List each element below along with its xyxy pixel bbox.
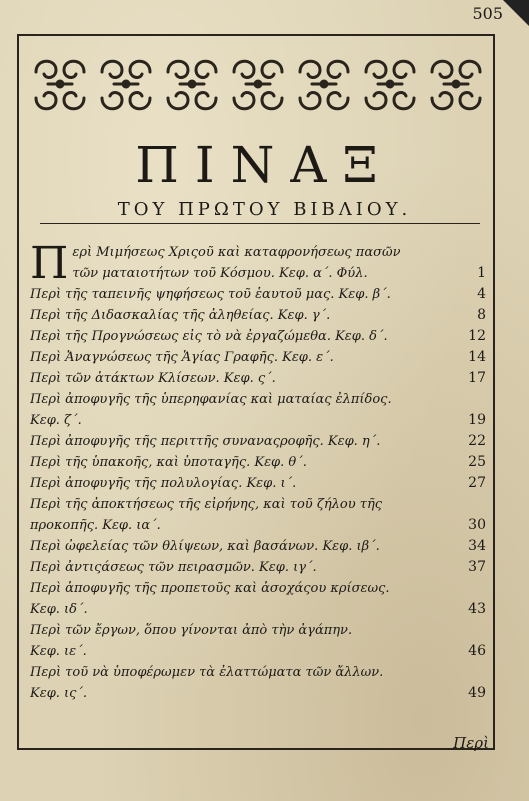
toc-entry-text: Κεφ. ις΄. — [30, 686, 88, 701]
toc-entry-text: Περὶ τῆς ὑπακοῆς, καὶ ὑποταγῆς. Κεφ. θ΄. — [30, 455, 307, 470]
toc-entry-text: Περὶ τῆς ταπεινῆς ψηφήσεως τοῦ ἑαυτοῦ μας. Κεφ. β΄. — [30, 287, 391, 302]
page-subtitle: ΤΟΥ ΠΡΩΤΟΥ ΒΙΒΛΙΟΥ. — [117, 199, 412, 220]
toc-entry-text: προκοπῆς. Κεφ. ια΄. — [30, 518, 161, 533]
toc-entry-page: 27 — [468, 475, 486, 491]
toc-entry — [30, 347, 490, 368]
toc-entry — [30, 536, 490, 557]
toc-entry-text: Περὶ ἀποφυγῆς τῆς περιττῆς συναναςροφῆς. Κεφ. η΄. — [30, 434, 381, 449]
toc-entry-text: Κεφ. ιε΄. — [30, 644, 87, 659]
toc-entry-text: Περὶ τῆς Διδασκαλίας τῆς ἀληθείας. Κεφ. γ΄. — [30, 308, 331, 323]
toc-entry-text: Περὶ τῆς Προγνώσεως εἰς τὸ νὰ ἐργαζώμεθα. Κεφ. δ΄. — [30, 329, 388, 344]
divider — [40, 223, 480, 224]
toc-entry-page: 37 — [468, 559, 486, 575]
toc-entry-page: 22 — [468, 433, 486, 449]
toc-entry-page: 17 — [468, 370, 486, 386]
toc-entry-text: ερὶ Μιμήσεως Χριςοῦ καὶ καταφρονήσεως πασῶν — [72, 245, 401, 260]
catchword: Περὶ — [453, 734, 489, 752]
page-number: 505 — [472, 4, 503, 23]
toc-entry-text: Περὶ ἀντιςάσεως τῶν πειρασμῶν. Κεφ. ιγ΄. — [30, 560, 317, 575]
toc-entry-text: Περὶ Ἀναγνώσεως τῆς Ἁγίας Γραφῆς. Κεφ. ε΄. — [30, 350, 334, 365]
folded-corner — [503, 0, 529, 26]
toc-entry-text: Κεφ. ζ΄. — [30, 413, 82, 428]
toc-entry-text: Περὶ ὠφελείας τῶν θλίψεων, καὶ βασάνων. Κεφ. ιβ΄. — [30, 539, 380, 554]
page-title: ΠΙΝΑΞ — [135, 136, 394, 194]
toc-entry-page: 34 — [468, 538, 486, 554]
toc-entry — [30, 305, 490, 326]
toc-entry-text: Περὶ ἀποφυγῆς τῆς προπετοῦς καὶ ἀσοχάςου κρίσεως. — [30, 581, 390, 596]
toc-entry-page: 25 — [468, 454, 486, 470]
toc-entry-text: Περὶ ἀποφυγῆς τῆς πολυλογίας. Κεφ. ι΄. — [30, 476, 297, 491]
table-of-contents — [30, 238, 490, 704]
toc-entry-text: Περὶ τοῦ νὰ ὑποφέρωμεν τὰ ἐλαττώματα τῶν ἄλλων. — [30, 665, 384, 680]
toc-entry-text: Περὶ τῆς ἀποκτήσεως τῆς εἰρήνης, καὶ τοῦ ζήλου τῆς — [30, 497, 383, 512]
toc-entry — [30, 238, 490, 289]
toc-entry — [30, 578, 490, 620]
toc-entry-page: 1 — [477, 265, 486, 281]
toc-entry-text: Περὶ τῶν ἀτάκτων Κλίσεων. Κεφ. ς΄. — [30, 371, 276, 386]
toc-entry-page: 46 — [468, 643, 486, 659]
toc-entry-page: 14 — [468, 349, 486, 365]
toc-entry — [30, 368, 490, 389]
toc-entry-text: Περὶ ἀποφυγῆς τῆς ὑπερηφανίας καὶ ματαίας ἐλπίδος. — [30, 392, 392, 407]
toc-entry — [30, 431, 490, 452]
toc-entry — [30, 452, 490, 473]
toc-entry — [30, 284, 490, 305]
decorative-ornament-band — [30, 50, 490, 120]
toc-entry — [30, 326, 490, 347]
toc-entry-page: 30 — [468, 517, 486, 533]
toc-entry-text: Κεφ. ιδ΄. — [30, 602, 88, 617]
toc-entry-text: τῶν ματαιοτήτων τοῦ Κόσμου. Κεφ. α΄. Φύλ. — [72, 266, 368, 281]
toc-entry — [30, 494, 490, 536]
toc-entry-page: 19 — [468, 412, 486, 428]
toc-entry — [30, 557, 490, 578]
toc-entry — [30, 662, 490, 704]
toc-entry — [30, 620, 490, 662]
toc-entry-page: 49 — [468, 685, 486, 701]
toc-entry — [30, 389, 490, 431]
toc-entry-page: 4 — [477, 286, 486, 302]
toc-entry-text: Περὶ τῶν ἔργων, ὅπου γίνονται ἀπὸ τὴν ἀγάπην. — [30, 623, 353, 638]
toc-entry — [30, 473, 490, 494]
toc-entry-page: 8 — [477, 307, 486, 323]
toc-entry-page: 43 — [468, 601, 486, 617]
drop-cap: Π — [30, 238, 69, 289]
toc-entry-page: 12 — [468, 328, 486, 344]
